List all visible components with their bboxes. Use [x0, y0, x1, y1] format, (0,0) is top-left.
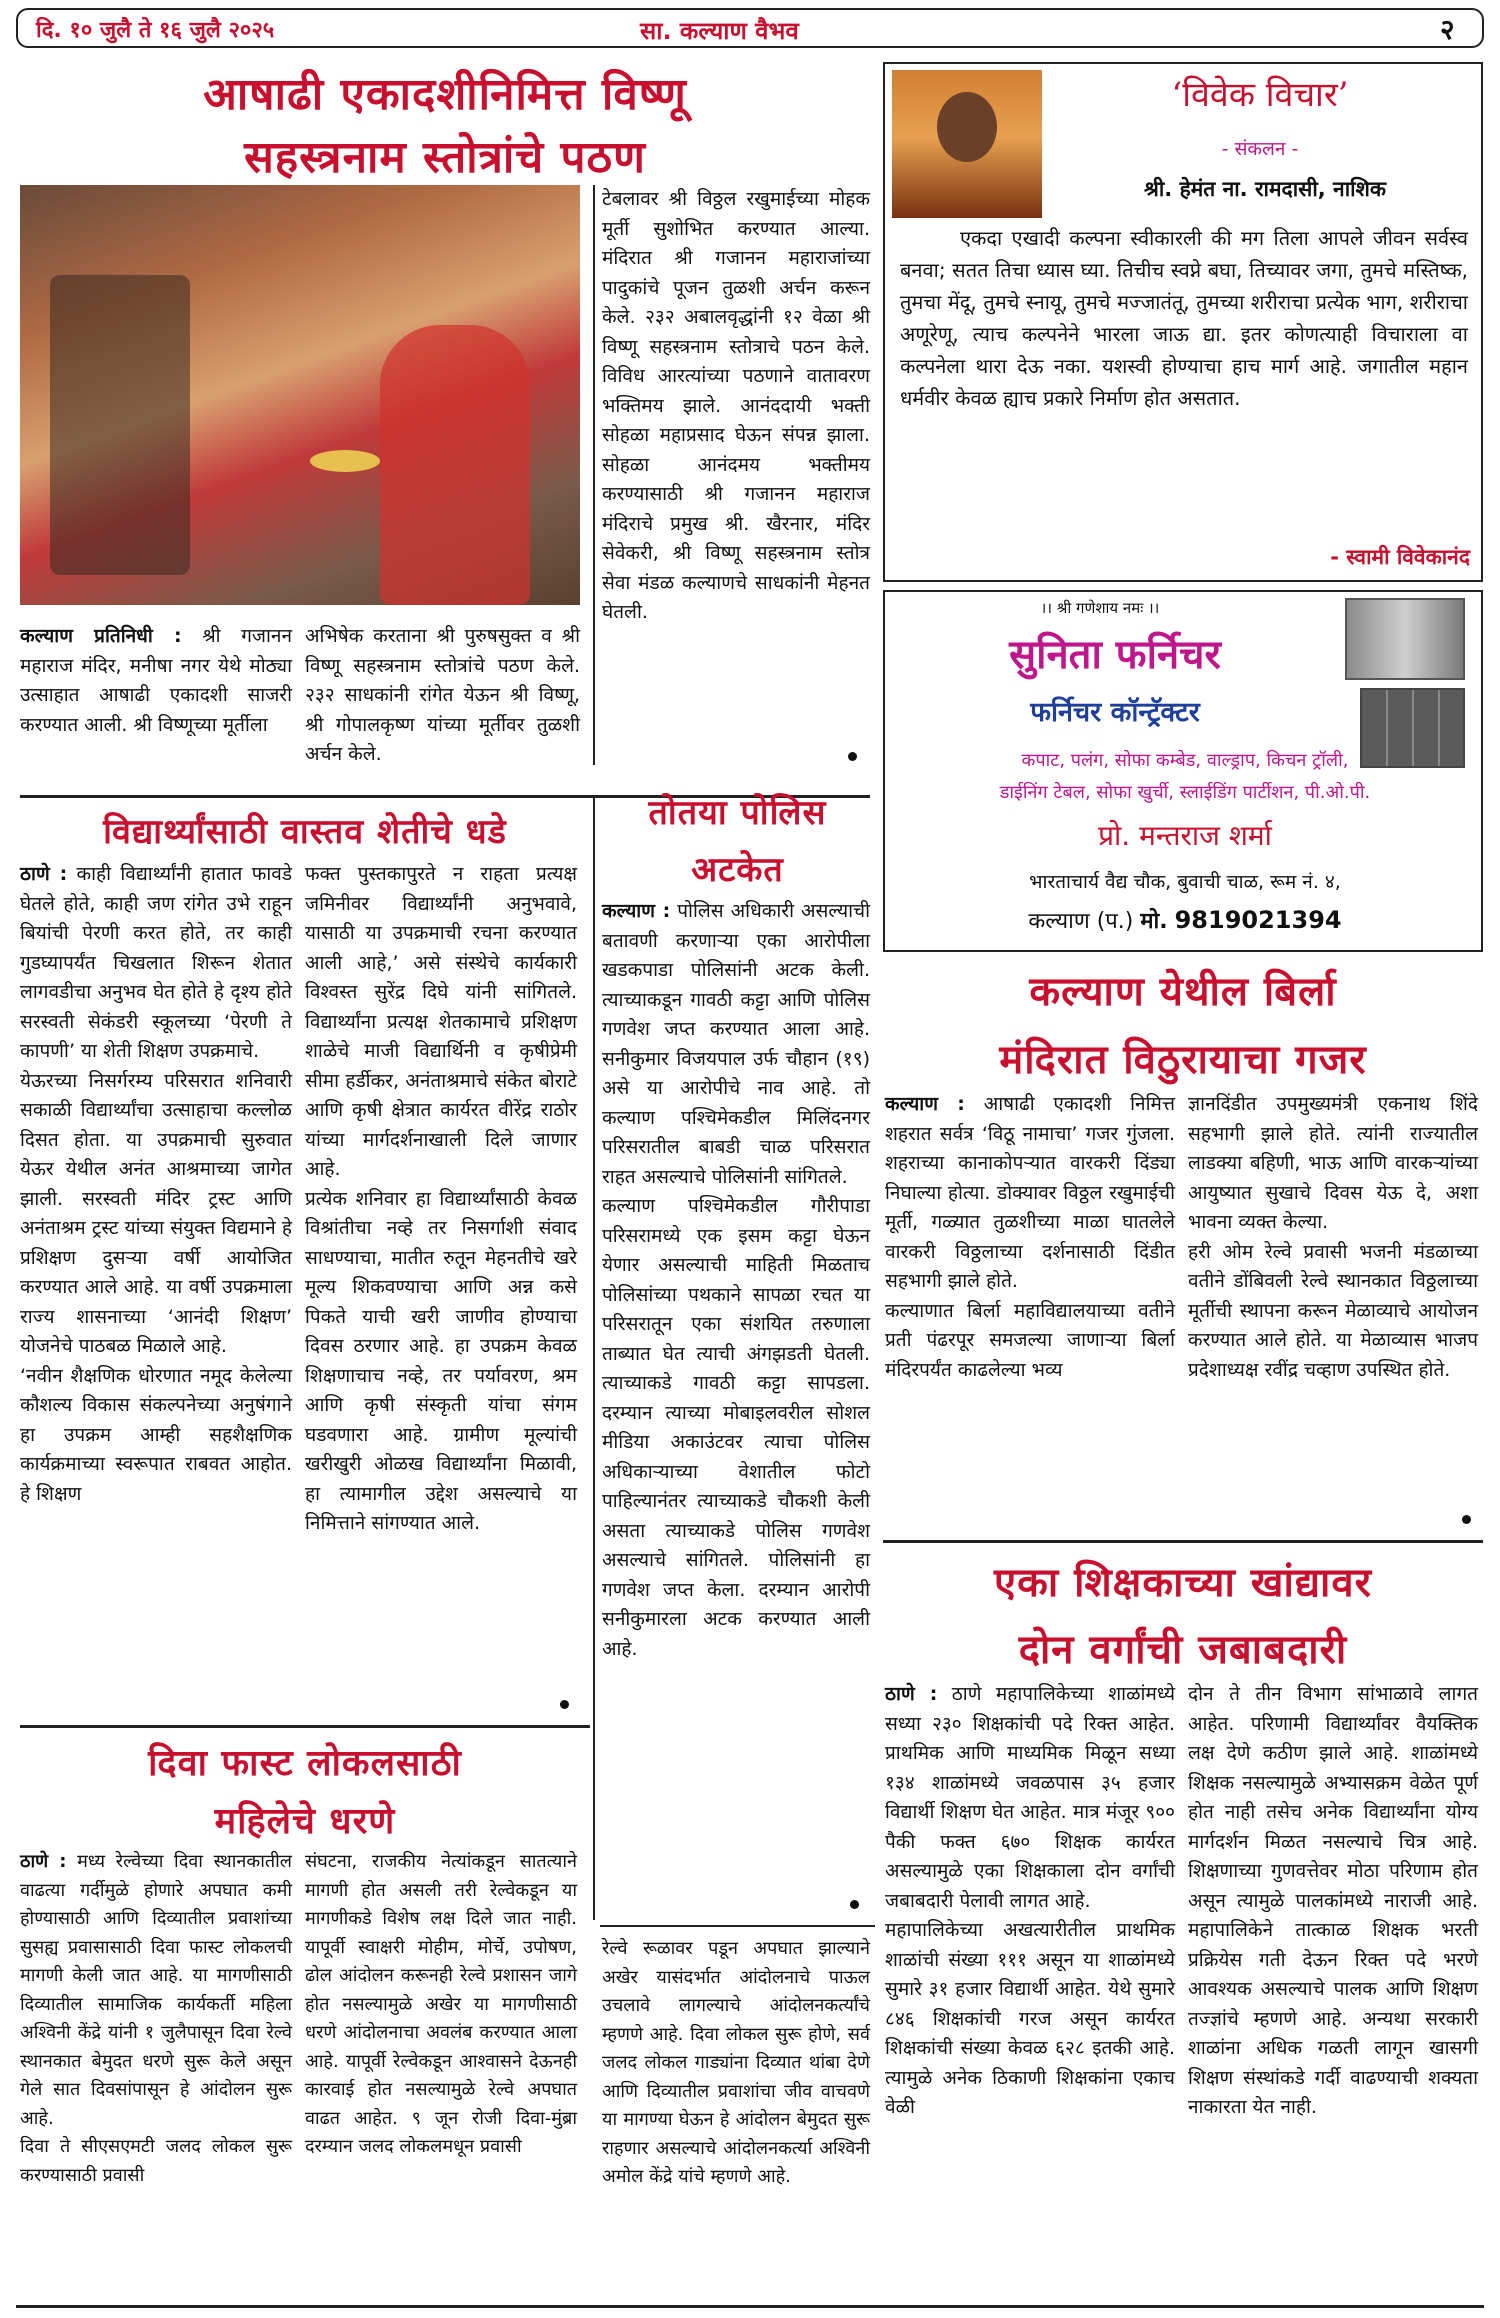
vivekananda-portrait	[892, 70, 1042, 218]
page-number: २	[1440, 13, 1455, 46]
ad-address: भारताचार्य वैद्य चौक, बुवाची चाळ, रूम नं. ४,	[1029, 871, 1341, 893]
teacher-byline: ठाणे :	[885, 1683, 938, 1705]
vivek-compiler: श्री. हेमंत ना. रामदासी, नाशिक	[1143, 177, 1386, 201]
portrait-face-shape	[937, 92, 997, 162]
teacher-headline-2: दोन वर्गांची जबाबदारी	[1018, 1627, 1348, 1673]
column-rule	[593, 185, 595, 765]
bottom-rule	[16, 2305, 1484, 2308]
police-text: कल्याण : पोलिस अधिकारी असल्याची बतावणी करणाऱ्या एका आरोपीला खडकपाडा पोलिसांनी अटक केली. त्याच्याकडून गावठी कट्टा आणि पोलिस गणवेश जप्त करण्यात आला आहे. सनीकुमार विजयपाल उर्फ चौहान (१९) असे या आरोपीचे नाव आहे. तो कल्याण पश्चिमेकडील मिलिंदनगर परिसरातील बाबडी चाळ परिसरात राहत असल्याचे पोलिसांनी सांगितले. कल्याण पश्चिमेकडील गौरीपाडा परिसरामध्ये एक इसम कट्टा घेऊन येणार असल्याची माहिती मिळताच पोलिसांच्या पथकाने सापळा रचत या परिसरातून एका संशयित तरुणाला ताब्यात घेत त्याची अंगझडती घेतली. त्याच्याकडे गावठी कट्टा सापडला. दरम्यान त्याच्या मोबाइलवरील सोशल मीडिया अकाउंटवर त्याचा पोलिस अधिकाऱ्याच्या वेशातील फोटो पाहिल्यानंतर त्याच्याकडे चौकशी केली असता त्याच्याकडे पोलिस गणवेश असल्याचे सांगितले. पोलिसांनी हा गणवेश जप्त केला. दरम्यान आरोपी सनीकुमारला अटक करण्यात आली आहे.	[602, 900, 871, 1660]
police-headline-1: तोतया पोलिस	[648, 793, 827, 833]
ad-subtitle: फर्निचर कॉन्ट्रॅक्टर	[1030, 697, 1200, 728]
ad-phone: 9819021394	[1174, 906, 1342, 934]
person-shape	[380, 325, 530, 605]
teacher-col-2: दोन ते तीन विभाग सांभाळावे लागत आहेत. परिणामी विद्यार्थ्यांवर वैयक्तिक लक्ष देणे कठीण झाले आहे. शाळांमध्ये शिक्षक नसल्यामुळे अभ्यासक्रम वेळेत पूर्ण होत नाही तसेच अनेक विद्यार्थ्यांना योग्य मार्गदर्शन मिळत नसल्याचे चित्र आहे. शिक्षणाच्या गुणवत्तेवर मोठा परिणाम होत असून त्यामुळे पालकांमध्ये नाराजी आहे. महापालिकेने तात्काळ शिक्षक भरती प्रक्रियेस गती देऊन रिक्त पदे भरणे आवश्यक असल्याचे पालक आणि शिक्षण तज्ज्ञांचे म्हणणे आहे. अन्यथा सरकारी शाळांना अधिक गळती लागून खासगी शिक्षण संस्थांकडे गर्दी वाढण्याची शक्यता नाकारता येत नाही.	[1188, 1683, 1478, 2118]
diva-headline-2: महिलेचे धरणे	[214, 1801, 396, 1842]
diva-col-2: संघटना, राजकीय नेत्यांकडून सातत्याने मागणी होत असली तरी रेल्वेकडून या मागणीकडे विशेष लक्ष दिले जात नाही. यापूर्वी स्वाक्षरी मोहीम, मोर्चे, उपोषण, ढोल आंदोलन करूनही रेल्वे प्रशासन जागे होत नसल्यामुळे अखेर या मागणीसाठी धरणे आंदोलनाचा अवलंब करण्यात आला आहे. यापूर्वी रेल्वेकडून आश्वासने देऊनही कारवाई होत नसल्यामुळे रेल्वे अपघात वाढत आहेत. ९ जून रोजी दिवा-मुंब्रा दरम्यान जलद लोकलमधून प्रवासी	[305, 1851, 577, 2157]
section-rule	[20, 1725, 590, 1728]
teacher-headline-1: एका शिक्षकाच्या खांद्यावर	[993, 1560, 1372, 1606]
diva-col-1: ठाणे : मध्य रेल्वेच्या दिवा स्थानकातील वाढत्या गर्दीमुळे होणारे अपघात कमी होण्यासाठी आणि दिव्यातील प्रवाशांच्या सुसह्य प्रवासासाठी दिवा फास्ट लोकलची मागणी केली जात आहे. या मागणीसाठी दिव्यातील सामाजिक कार्यकर्ती महिला अश्विनी केंद्रे यांनी १ जुलैपासून दिवा रेल्वे स्थानकात बेमुदत धरणे सुरू केले असून गेले सात दिवसांपासून हे आंदोलन सुरू आहे. दिवा ते सीएसएमटी जलद लोकल सुरू करण्यासाठी प्रवासी	[20, 1851, 292, 2186]
ad-items-line-2: डाईनिंग टेबल, सोफा खुर्ची, स्लाईडिंग पार्टीशन, पी.ओ.पी.	[999, 782, 1371, 803]
ashadhi-col-2: अभिषेक करताना श्री पुरुषसुक्त व श्री विष्णू सहस्त्रनाम स्तोत्रांचे पठण केले. २३२ साधकांनी रांगेत येऊन श्री विष्णू, श्री गोपालकृष्ण यांच्या मूर्तीवर तुळशी अर्चन केले.	[305, 625, 580, 765]
diva-byline: ठाणे :	[20, 1851, 67, 1872]
diva-headline-1: दिवा फास्ट लोकलसाठी	[148, 1743, 462, 1784]
farm-col-2: फक्त पुस्तकापुरते न राहता प्रत्यक्ष जमिनीवर विद्यार्थ्यांनी अनुभवावे, यासाठी या उपक्रमाची रचना करण्यात आली आहे,’ असे संस्थेचे कार्यकारी विश्वस्त सुरेंद्र दिघे यांनी सांगितले. विद्यार्थ्यांना प्रत्यक्ष शेतकामाचे प्रशिक्षण शाळेचे माजी विद्यार्थिनी व कृषीप्रेमी सीमा हर्डीकर, अनंताश्रमाचे संकेत बोराटे आणि कृषी क्षेत्रात कार्यरत वीरेंद्र राठोर यांच्या मार्गदर्शनाखाली दिले जाणार आहे. प्रत्येक शनिवार हा विद्यार्थ्यांसाठी केवळ विश्रांतीचा नव्हे तर निसर्गाशी संवाद साधण्याचा, मातीत रुतून मेहनतीचे खरे मूल्य शिकवण्याचा आणि अन्न कसे पिकते याची खरी जाणीव होण्याचा दिवस ठरणार आहे. हा उपक्रम केवळ शिक्षणाचाच नव्हे, तर पर्यावरण, श्रम आणि कृषी संस्कृती यांचा संगम घडवणारा आहे. ग्रामीण मूल्यांची खरीखुरी ओळख विद्यार्थ्यांना मिळावी, हा त्यामागील उद्देश असल्याचे या निमित्ताने सांगण्यात आले.	[305, 863, 577, 1534]
ashadhi-headline-1: आषाढी एकादशीनिमित्त विष्णू	[203, 69, 687, 120]
paper-title: सा. कल्याण वैभव	[640, 17, 799, 45]
birla-byline: कल्याण :	[885, 1093, 965, 1115]
ad-contact-line	[890, 905, 1480, 935]
birla-col-2: ज्ञानदिंडीत उपमुख्यमंत्री एकनाथ शिंदे सहभागी झाले होते. त्यांनी राज्यातील लाडक्या बहिणी, भाऊ आणि वारकऱ्यांच्या आयुष्यात सुखाचे दिवस येऊ दे, अशा भावना व्यक्त केल्या. हरी ओम रेल्वे प्रवासी भजनी मंडळाच्या वतीने डोंबिवली रेल्वे स्थानकात विठ्ठलाच्या मूर्तीची स्थापना करून मेळाव्याचे आयोजन करण्यात आले होते. या मेळाव्यास भाजप प्रदेशाध्यक्ष रवींद्र चव्हाण उपस्थित होते.	[1188, 1093, 1478, 1381]
ad-invocation: ।। श्री गणेशाय नमः ।।	[1040, 599, 1160, 617]
section-rule	[600, 1925, 875, 1927]
police-byline: कल्याण :	[602, 900, 671, 922]
idol-shape	[50, 275, 190, 575]
column-rule	[593, 795, 595, 1920]
section-rule	[883, 1540, 1483, 1543]
end-mark	[850, 1900, 859, 1909]
end-mark	[1462, 1515, 1471, 1524]
vivek-quote: एकदा एखादी कल्पना स्वीकारली की मग तिला आपले जीवन सर्वस्व बनवा; सतत तिचा ध्यास घ्या. तिचीच स्वप्ने बघा, तिच्यावर जगा, तुमचे मस्तिष्क, तुमचा मेंदू, तुमचे स्नायू, तुमचे मज्जातंतू, तुमच्या शरीराचा प्रत्येक भाग, शरीराचा अणूरेणू, त्याच कल्पनेने भारला जाऊ द्या. इतर कोणत्याही विचाराला वा कल्पनेला थारा देऊ नका. यशस्वी होण्याचा हाच मार्ग आहे. जगातील महान धर्मवीर केवळ ह्याच प्रकारे निर्माण होत असतात.	[900, 226, 1468, 410]
aarti-plate-shape	[310, 450, 380, 472]
vivek-compiled-label: - संकलन -	[1221, 138, 1299, 160]
end-mark	[848, 752, 857, 761]
teacher-col-1: ठाणे : ठाणे महापालिकेच्या शाळांमध्ये सध्या २३० शिक्षकांची पदे रिक्त आहेत. प्राथमिक आणि माध्यमिक मिळून सध्या १३४ शाळांमध्ये जवळपास ३५ हजार विद्यार्थी शिक्षण घेत आहेत. मात्र मंजूर ९०० पैकी फक्त ६७० शिक्षक कार्यरत असल्यामुळे एका शिक्षकाला दोन वर्गांची जबाबदारी पेलावी लागत आहे. महापालिकेच्या अखत्यारीतील प्राथमिक शाळांची संख्या १११ असून या शाळांमध्ये सुमारे ३१ हजार विद्यार्थी आहेत. येथे सुमारे ८४६ शिक्षकांची गरज असून कार्यरत शिक्षकांची संख्या केवळ ६२८ इतकी आहे. त्यामुळे अनेक ठिकाणी शिक्षकांना एकाच वेळी	[885, 1683, 1175, 2118]
issue-date: दि. १० जुलै ते १६ जुलै २०२५	[36, 18, 275, 43]
end-mark	[560, 1700, 569, 1709]
vivek-title: ‘विवेक विचार’	[1171, 75, 1349, 115]
farm-col-1: ठाणे : काही विद्यार्थ्यांनी हातात फावडे घेतले होते, काही जण रांगेत उभे राहून बियांची पेरणी करत होते, तर काही गुडघ्यापर्यंत चिखलात शिरून शेतात लागवडीचा अनुभव घेत होते हे दृश्य होते सरस्वती सेकंडरी स्कूलच्या ‘पेरणी ते कापणी’ या शेती शिक्षण उपक्रमाचे. येऊरच्या निसर्गरम्य परिसरात शनिवारी सकाळी विद्यार्थ्यांचा उत्साहाचा कल्लोळ दिसत होता. या उपक्रमाची सुरुवात येऊर येथील अनंत आश्रमाच्या जागेत झाली. सरस्वती मंदिर ट्रस्ट आणि अनंताश्रम ट्रस्ट यांच्या संयुक्त विद्यमाने हे प्रशिक्षण दुसऱ्या वर्षी आयोजित करण्यात आले आहे. या वर्षी उपक्रमाला राज्य शासनाच्या ‘आनंदी शिक्षण’ योजनेचे पाठबळ मिळाले आहे. ‘नवीन शैक्षणिक धोरणात नमूद केलेल्या कौशल्य विकास संकल्पनेच्या अनुषंगाने हा उपक्रम आम्ही सहशैक्षणिक कार्यक्रमाच्या स्वरूपात राबवत आहोत. हे शिक्षण	[20, 863, 292, 1505]
ad-items-line-1: कपाट, पलंग, सोफा कम्बेड, वाल्ड्राप, किचन ट्रॉली,	[1021, 750, 1349, 771]
ashadhi-byline: कल्याण प्रतिनिधी :	[20, 625, 182, 647]
ashadhi-photo	[20, 185, 580, 605]
farm-byline: ठाणे :	[20, 863, 68, 885]
vivek-author: - स्वामी विवेकानंद	[1330, 545, 1470, 569]
ad-phone-label: मो.	[1140, 909, 1168, 934]
birla-headline-2: मंदिरात विठुरायाचा गजर	[999, 1037, 1367, 1083]
ad-shop-name: सुनिता फर्निचर	[1009, 632, 1221, 678]
wardrobe-image	[1345, 598, 1465, 680]
birla-headline-1: कल्याण येथील बिर्ला	[1029, 969, 1337, 1015]
ashadhi-col-3: टेबलावर श्री विठ्ठल रखुमाईच्या मोहक मूर्ती सुशोभित करण्यात आल्या. मंदिरात श्री गजानन महाराजांच्या पादुकांचे पूजन तुळशी अर्चन करून केले. २३२ अबालवृद्धांनी १२ वेळा श्री विष्णू सहस्त्रनाम स्तोत्राचे पठन केले. विविध आरत्यांच्या पठणाने वातावरण भक्तिमय झाले. आनंददायी भक्ती सोहळा महाप्रसाद घेऊन संपन्न झाला. सोहळा आनंदमय भक्तीमय करण्यासाठी श्री गजानन महाराज मंदिराचे प्रमुख श्री. खैरनार, मंदिर सेवेकरी, श्री विष्णू सहस्त्रनाम स्तोत्र सेवा मंडळ कल्याणचे साधकांनी मेहनत घेतली.	[602, 188, 870, 623]
ashadhi-headline-2: सहस्त्रनाम स्तोत्रांचे पठण	[244, 132, 646, 183]
diva-col-3: रेल्वे रूळावर पडून अपघात झाल्याने अखेर यासंदर्भात आंदोलनाचे पाऊल उचलावे लागल्याचे आंदोलनकर्त्यांचे म्हणणे आहे. दिवा लोकल सुरू होणे, सर्व जलद लोकल गाड्यांना दिव्यात थांबा देणे आणि दिव्यातील प्रवाशांचा जीव वाचवणे या मागण्या घेऊन हे आंदोलन बेमुदत सुरू राहणार असल्याचे आंदोलनकर्त्या अश्विनी अमोल केंद्रे यांचे म्हणणे आहे.	[602, 1938, 870, 2187]
police-headline-2: अटकेत	[691, 850, 784, 890]
ad-proprietor: प्रो. मन्तराज शर्मा	[1098, 819, 1272, 852]
ad-city: कल्याण (प.)	[1028, 909, 1134, 934]
ashadhi-col-1: कल्याण प्रतिनिधी : श्री गजानन महाराज मंदिर, मनीषा नगर येथे मोठ्या उत्साहात आषाढी एकादशी साजरी करण्यात आली. श्री विष्णूच्या मूर्तीला	[20, 625, 292, 736]
birla-col-1: कल्याण : आषाढी एकादशी निमित्त शहरात सर्वत्र ‘विठू नामाचा’ गजर गुंजला. शहराच्या कानाकोपऱ्यात वारकरी दिंड्या निघाल्या होत्या. डोक्यावर विठ्ठल रखुमाईची मूर्ती, गळ्यात तुळशीच्या माळा घातलेले वारकरी विठ्ठलाच्या दर्शनासाठी दिंडीत सहभागी झाले होते. कल्याणात बिर्ला महाविद्यालयाच्या वतीने प्रती पंढरपूर समजल्या जाणाऱ्या बिर्ला मंदिरपर्यंत काढलेल्या भव्य	[885, 1093, 1175, 1381]
farm-headline: विद्यार्थ्यांसाठी वास्तव शेतीचे धडे	[103, 812, 507, 852]
